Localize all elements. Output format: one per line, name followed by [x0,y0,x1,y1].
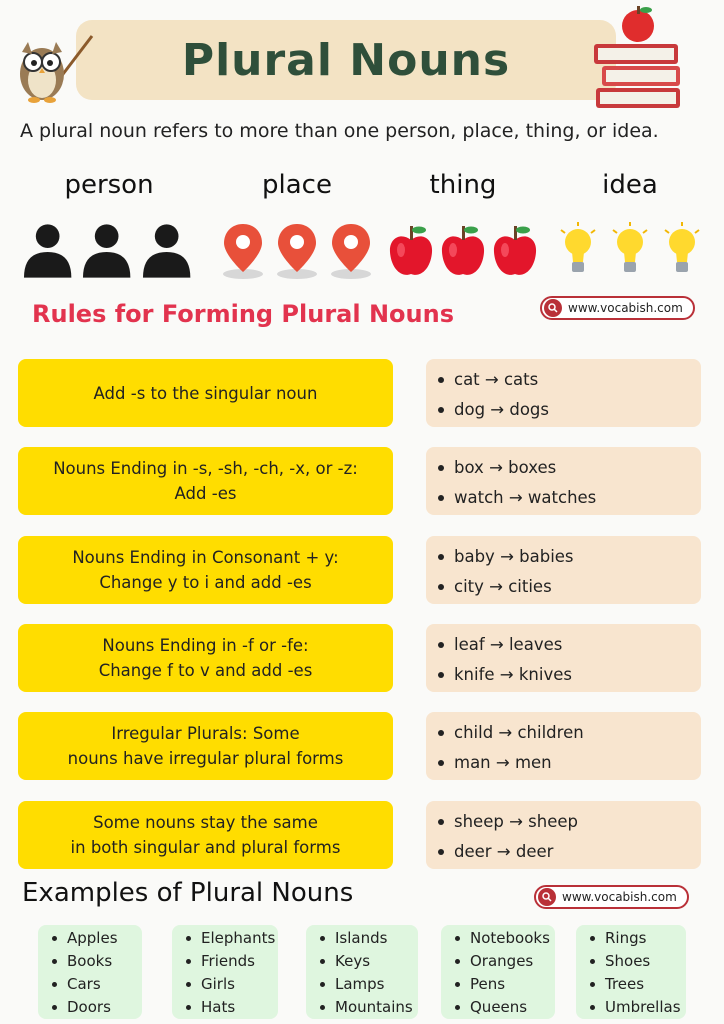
rule-line: Irregular Plurals: Some [111,724,300,743]
rule-line: Some nouns stay the same [93,813,318,832]
example-box [426,624,701,692]
example-item: city → cities [438,572,701,602]
map-pin-icon [220,222,266,280]
example-item: watch → watches [438,483,701,513]
word-item: Girls [186,973,278,996]
rule-line: Nouns Ending in -f or -fe: [102,636,309,655]
word-item: Trees [590,973,686,996]
word-item: Rings [590,927,686,950]
rule-line: Change f to v and add -es [98,661,313,680]
books-apple-icon [588,4,688,112]
example-item: sheep → sheep [438,807,701,837]
rule-line: Nouns Ending in -s, -sh, -ch, -x, or -z: [53,459,358,478]
rule-line: in both singular and plural forms [70,838,341,857]
word-item: Keys [320,950,418,973]
word-item: Doors [52,996,142,1019]
rule-box [18,801,393,869]
light-bulb-icon [559,222,597,278]
owl-teacher-icon [12,28,96,104]
apple-icon [491,222,539,280]
example-item: box → boxes [438,453,701,483]
rule-line: Add -s to the singular noun [93,383,318,403]
apple-icon [439,222,487,280]
rule-box [18,712,393,780]
word-item: Notebooks [455,927,555,950]
word-item: Hats [186,996,278,1019]
word-item: Mountains [320,996,418,1019]
example-box [426,712,701,780]
word-item: Oranges [455,950,555,973]
word-column [38,925,142,1019]
word-item: Apples [52,927,142,950]
example-item: child → children [438,718,701,748]
site-badge[interactable] [540,296,695,320]
word-item: Queens [455,996,555,1019]
word-item: Cars [52,973,142,996]
rule-box [18,447,393,515]
light-bulb-icon [611,222,649,278]
category-label-idea: idea [602,170,658,200]
word-column [306,925,418,1019]
example-item: leaf → leaves [438,630,701,660]
category-label-thing: thing [429,170,497,200]
word-item: Shoes [590,950,686,973]
person-icon [141,222,192,278]
example-item: dog → dogs [438,395,701,425]
rule-line: Nouns Ending in Consonant + y: [72,548,339,567]
intro-text: A plural noun refers to more than one person, place, thing, or idea. [20,120,659,142]
example-item: deer → deer [438,837,701,867]
person-icons [22,222,192,282]
rule-box [18,624,393,692]
word-item: Books [52,950,142,973]
rule-line: Add -es [174,484,237,503]
example-item: man → men [438,748,701,778]
title-banner [76,20,616,100]
light-bulb-icons [545,222,715,282]
example-box [426,359,701,427]
word-item: Pens [455,973,555,996]
example-item: baby → babies [438,542,701,572]
search-icon [538,888,556,906]
rules-heading: Rules for Forming Plural Nouns [32,300,454,328]
word-item: Friends [186,950,278,973]
word-item: Elephants [186,927,278,950]
example-item: cat → cats [438,365,701,395]
rule-box [18,536,393,604]
person-icon [81,222,132,278]
rule-box [18,359,393,427]
person-icon [22,222,73,278]
word-item: Lamps [320,973,418,996]
map-pin-icon [328,222,374,280]
apple-icon [387,222,435,280]
category-label-person: person [64,170,154,200]
rule-line: Change y to i and add -es [99,573,312,592]
page-title: Plural Nouns [181,34,511,86]
word-column [172,925,278,1019]
apple-icons [378,222,548,282]
site-badge[interactable] [534,885,689,909]
word-item: Umbrellas [590,996,686,1019]
example-box [426,536,701,604]
word-column [441,925,555,1019]
map-pin-icons [212,222,382,282]
example-box [426,801,701,869]
examples-heading: Examples of Plural Nouns [22,878,354,908]
category-label-place: place [262,170,332,200]
light-bulb-icon [663,222,701,278]
search-icon [544,299,562,317]
map-pin-icon [274,222,320,280]
site-badge-text: www.vocabish.com [568,301,683,315]
site-badge-text: www.vocabish.com [562,890,677,904]
word-column [576,925,686,1019]
example-item: knife → knives [438,660,701,690]
word-item: Islands [320,927,418,950]
rule-line: nouns have irregular plural forms [67,749,344,768]
example-box [426,447,701,515]
